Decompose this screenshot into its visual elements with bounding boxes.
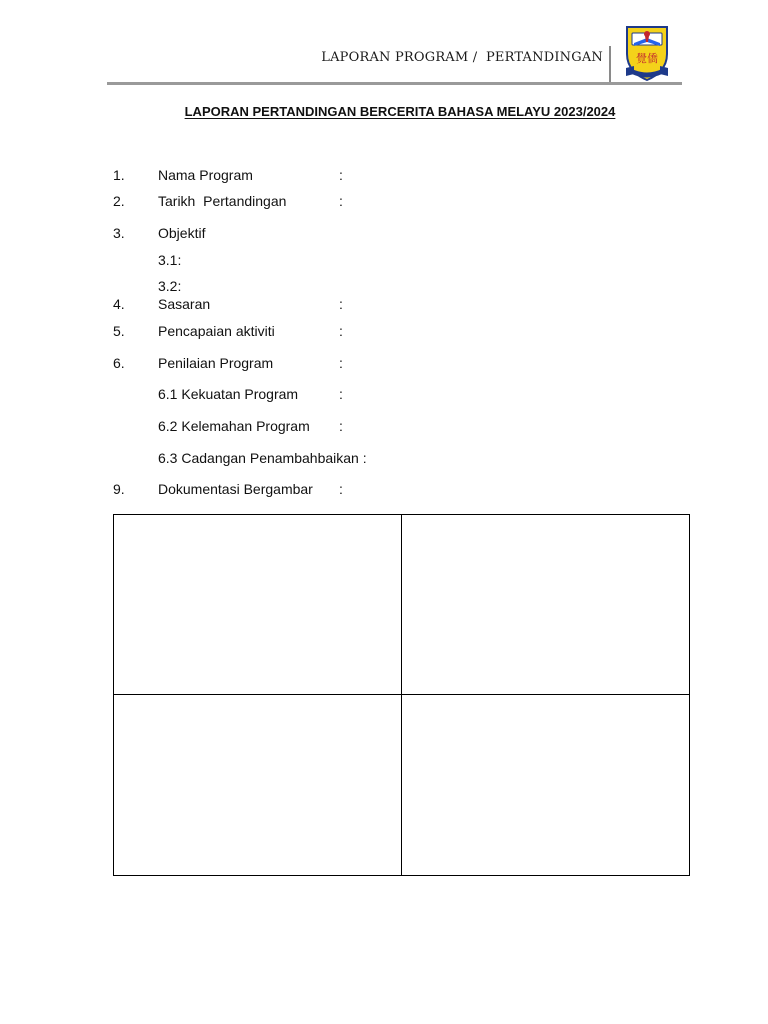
- item-label-objektif-3-2: 3.2:: [158, 278, 182, 294]
- item-number: 3.: [113, 225, 125, 241]
- item-label-objektif-3-1: 3.1:: [158, 252, 182, 268]
- item-number: 9.: [113, 481, 125, 497]
- item-colon: :: [339, 481, 343, 497]
- item-label-penilaian: Penilaian Program: [158, 355, 274, 371]
- running-header: LAPORAN PROGRAM / PERTANDINGAN: [321, 50, 603, 65]
- item-label-kelemahan: 6.2 Kelemahan Program: [158, 418, 310, 434]
- grid-divider-horizontal: [114, 694, 689, 695]
- item-label-nama-program: Nama Program: [158, 167, 253, 183]
- photo-cell-top-left: [114, 515, 401, 694]
- header-rule: [107, 82, 682, 85]
- item-number: 2.: [113, 193, 125, 209]
- document-title: LAPORAN PERTANDINGAN BERCERITA BAHASA MELAYU 2023/2024: [184, 104, 616, 119]
- item-label-objektif: Objektif: [158, 225, 206, 241]
- header-divider-vertical: [609, 46, 611, 82]
- photo-cell-bottom-right: [402, 695, 689, 875]
- photo-cell-bottom-left: [114, 695, 401, 875]
- item-colon: :: [339, 323, 343, 339]
- item-colon: :: [339, 355, 343, 371]
- item-label-tarikh: Tarikh Pertandingan: [158, 193, 287, 209]
- item-colon: :: [339, 167, 343, 183]
- item-number: 5.: [113, 323, 125, 339]
- item-label-sasaran: Sasaran: [158, 296, 211, 312]
- school-crest-icon: [624, 24, 670, 82]
- item-colon: :: [339, 386, 343, 402]
- item-number: 6.: [113, 355, 125, 371]
- item-colon: :: [339, 296, 343, 312]
- item-label-pencapaian: Pencapaian aktiviti: [158, 323, 275, 339]
- item-label-cadangan: 6.3 Cadangan Penambahbaikan :: [158, 450, 367, 466]
- svg-text:覺僑: 覺僑: [636, 52, 658, 65]
- photo-documentation-grid: [113, 514, 690, 876]
- grid-divider-vertical: [401, 515, 402, 875]
- item-label-dokumentasi: Dokumentasi Bergambar: [158, 481, 313, 497]
- item-colon: :: [339, 418, 343, 434]
- item-number: 1.: [113, 167, 125, 183]
- item-colon: :: [339, 193, 343, 209]
- item-number: 4.: [113, 296, 125, 312]
- item-label-kekuatan: 6.1 Kekuatan Program: [158, 386, 299, 402]
- photo-cell-top-right: [402, 515, 689, 694]
